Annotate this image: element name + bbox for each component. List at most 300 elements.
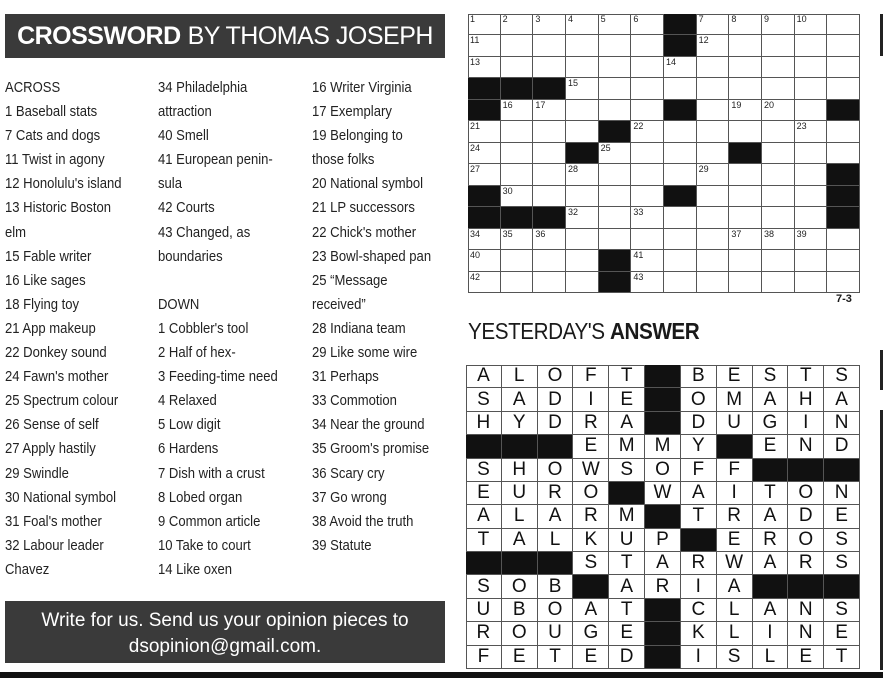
grid-cell[interactable] — [827, 143, 860, 164]
answer-letter: B — [691, 365, 705, 387]
clue-line: 14 Like oxen — [158, 560, 233, 578]
answer-cell — [788, 412, 824, 435]
answer-cell — [645, 435, 681, 458]
answer-cell — [753, 505, 789, 528]
clue-number: 10 — [796, 14, 807, 24]
grid-cell[interactable] — [599, 229, 632, 250]
answer-cell — [609, 575, 645, 598]
answer-letter: O — [511, 575, 527, 597]
answer-letter: N — [798, 435, 813, 457]
answer-letter: A — [512, 388, 526, 410]
grid-cell[interactable] — [762, 272, 795, 293]
clue-line: 10 Take to court — [158, 536, 251, 554]
answer-cell — [573, 529, 609, 552]
grid-cell[interactable] — [533, 164, 566, 185]
grid-cell[interactable] — [762, 57, 795, 78]
clue-line: 3 Feeding-time need — [158, 368, 278, 386]
clue-line: 9 Common article — [158, 512, 261, 530]
answer-letter: A — [727, 575, 741, 597]
grid-cell[interactable] — [795, 207, 828, 228]
clue-line: 23 Bowl-shaped pan — [312, 247, 432, 265]
answer-cell — [788, 552, 824, 575]
grid-cell[interactable] — [599, 143, 632, 164]
grid-cell[interactable] — [697, 100, 730, 121]
grid-cell[interactable] — [566, 186, 599, 207]
answer-cell — [502, 365, 538, 388]
grid-cell[interactable] — [729, 229, 762, 250]
answer-letter: T — [477, 528, 490, 550]
grid-cell[interactable] — [631, 229, 664, 250]
clue-line: boundaries — [158, 247, 223, 265]
grid-cell[interactable] — [631, 164, 664, 185]
grid-cell[interactable] — [795, 100, 828, 121]
answer-letter: K — [691, 622, 705, 644]
answer-cell — [609, 459, 645, 482]
grid-cell[interactable] — [566, 78, 599, 99]
black-square — [468, 100, 501, 121]
answer-letter: E — [620, 388, 634, 410]
answer-letter: D — [834, 435, 849, 457]
grid-cell[interactable] — [795, 78, 828, 99]
clue-line: 27 Apply hastily — [5, 440, 96, 458]
grid-cell[interactable] — [827, 14, 860, 35]
grid-cell[interactable] — [697, 35, 730, 56]
grid-cell[interactable] — [566, 100, 599, 121]
grid-cell[interactable] — [566, 164, 599, 185]
grid-cell[interactable] — [827, 250, 860, 271]
grid-cell[interactable] — [533, 121, 566, 142]
grid-cell[interactable] — [729, 186, 762, 207]
answer-cell — [466, 622, 502, 645]
grid-cell[interactable] — [697, 143, 730, 164]
grid-cell[interactable] — [566, 35, 599, 56]
title-byline: BY THOMAS JOSEPH — [187, 21, 433, 50]
answer-cell — [824, 599, 860, 622]
clue-number: 16 — [502, 99, 513, 110]
clue-line: 22 Chick's mother — [312, 223, 417, 241]
grid-cell[interactable] — [762, 186, 795, 207]
grid-cell[interactable] — [631, 57, 664, 78]
grid-cell[interactable] — [762, 100, 795, 121]
grid-cell[interactable] — [762, 164, 795, 185]
clue-line: 16 Writer Virginia — [312, 79, 412, 96]
grid-cell[interactable] — [664, 272, 697, 293]
grid-cell[interactable] — [501, 272, 534, 293]
grid-cell[interactable] — [697, 78, 730, 99]
clue-number: 32 — [568, 207, 579, 218]
clue-line: 37 Go wrong — [312, 488, 387, 506]
grid-cell[interactable] — [827, 78, 860, 99]
answer-cell — [788, 529, 824, 552]
black-square — [753, 459, 789, 482]
answer-letter: L — [513, 505, 525, 527]
answer-letter: E — [512, 645, 526, 667]
grid-cell[interactable] — [631, 250, 664, 271]
clue-line: 28 Indiana team — [312, 319, 406, 337]
grid-cell[interactable] — [827, 229, 860, 250]
grid-cell[interactable] — [729, 272, 762, 293]
clue-line: attraction — [158, 103, 212, 121]
answer-cell — [538, 365, 574, 388]
answer-cell — [681, 646, 717, 669]
answer-cell — [681, 575, 717, 598]
black-square — [824, 459, 860, 482]
footer-email[interactable]: dsopinion@gmail.com. — [128, 636, 322, 657]
clue-number: 8 — [731, 14, 737, 24]
answer-letter: D — [548, 411, 562, 433]
grid-cell[interactable] — [631, 186, 664, 207]
grid-cell[interactable] — [729, 121, 762, 142]
answer-cell — [538, 505, 574, 528]
black-square — [664, 100, 697, 121]
grid-cell[interactable] — [697, 121, 730, 142]
answer-cell — [824, 646, 860, 669]
grid-cell[interactable] — [599, 57, 632, 78]
answer-letter: G — [583, 622, 599, 644]
grid-cell[interactable] — [664, 57, 697, 78]
answer-cell — [645, 459, 681, 482]
grid-cell[interactable] — [599, 164, 632, 185]
grid-cell[interactable] — [501, 250, 534, 271]
grid-cell[interactable] — [762, 35, 795, 56]
clue-line: 1 Baseball stats — [5, 103, 98, 121]
grid-cell[interactable] — [664, 229, 697, 250]
grid-cell[interactable] — [729, 14, 762, 35]
grid-cell[interactable] — [501, 14, 534, 35]
black-square — [645, 412, 681, 435]
grid-cell[interactable] — [533, 229, 566, 250]
grid-cell[interactable] — [631, 35, 664, 56]
answer-cell — [502, 599, 538, 622]
grid-cell[interactable] — [664, 207, 697, 228]
grid-cell[interactable] — [501, 164, 534, 185]
grid-cell[interactable] — [533, 250, 566, 271]
grid-cell[interactable] — [566, 57, 599, 78]
answer-cell — [681, 599, 717, 622]
black-square — [599, 272, 632, 293]
clue-number: 27 — [470, 164, 481, 175]
grid-cell[interactable] — [697, 272, 730, 293]
clue-line: 13 Historic Boston — [5, 199, 111, 217]
clue-line: 1 Cobbler's tool — [158, 319, 249, 337]
grid-cell[interactable] — [729, 250, 762, 271]
clue-line: 31 Foal's mother — [5, 512, 102, 530]
clue-line: received” — [312, 295, 366, 313]
answer-letter: A — [512, 528, 526, 550]
clue-number: 34 — [470, 228, 481, 239]
answer-cell — [717, 622, 753, 645]
grid-cell[interactable] — [827, 121, 860, 142]
grid-cell[interactable] — [762, 207, 795, 228]
answer-cell — [466, 575, 502, 598]
grid-cell[interactable] — [631, 14, 664, 35]
answer-letter: R — [476, 622, 491, 644]
answer-cell — [538, 412, 574, 435]
answer-cell — [824, 388, 860, 411]
answer-cell — [466, 599, 502, 622]
answer-cell — [717, 575, 753, 598]
grid-cell[interactable] — [729, 100, 762, 121]
grid-cell[interactable] — [468, 14, 501, 35]
answer-cell — [573, 459, 609, 482]
grid-cell[interactable] — [795, 57, 828, 78]
grid-cell[interactable] — [566, 14, 599, 35]
grid-cell[interactable] — [795, 186, 828, 207]
answer-grid — [466, 365, 860, 669]
clue-line: 21 LP successors — [312, 199, 415, 217]
clue-line: 31 Perhaps — [312, 368, 379, 386]
clue-line: Chavez — [5, 560, 50, 578]
grid-cell[interactable] — [827, 35, 860, 56]
grid-cell[interactable] — [468, 57, 501, 78]
answer-cell — [824, 365, 860, 388]
answer-cell — [717, 365, 753, 388]
black-square — [566, 143, 599, 164]
grid-cell[interactable] — [501, 143, 534, 164]
answer-cell — [573, 552, 609, 575]
grid-cell[interactable] — [795, 164, 828, 185]
clue-line: 15 Fable writer — [5, 247, 92, 265]
answer-cell — [753, 482, 789, 505]
grid-cell[interactable] — [599, 207, 632, 228]
grid-cell[interactable] — [468, 250, 501, 271]
grid-cell[interactable] — [566, 272, 599, 293]
clue-number: 2 — [502, 14, 508, 24]
answer-cell — [681, 365, 717, 388]
grid-cell[interactable] — [566, 121, 599, 142]
grid-cell[interactable] — [795, 250, 828, 271]
grid-cell[interactable] — [501, 35, 534, 56]
grid-cell[interactable] — [697, 207, 730, 228]
answer-letter: G — [762, 411, 778, 433]
answer-letter: R — [798, 552, 813, 574]
grid-cell[interactable] — [501, 121, 534, 142]
answer-cell — [466, 365, 502, 388]
grid-cell[interactable] — [762, 143, 795, 164]
grid-cell[interactable] — [762, 78, 795, 99]
answer-cell — [717, 552, 753, 575]
answer-letter: F — [477, 645, 490, 667]
answer-cell — [824, 435, 860, 458]
clue-line: 30 National symbol — [5, 488, 117, 506]
black-square — [645, 388, 681, 411]
grid-cell[interactable] — [501, 57, 534, 78]
answer-cell — [788, 482, 824, 505]
black-square — [681, 529, 717, 552]
answer-letter: A — [620, 575, 634, 597]
answer-letter: A — [763, 599, 777, 621]
answer-cell — [681, 388, 717, 411]
clue-line: 34 Near the ground — [312, 416, 425, 434]
answer-cell — [573, 365, 609, 388]
answer-letter: S — [727, 645, 741, 667]
clue-line: 20 National symbol — [312, 175, 424, 193]
grid-cell[interactable] — [795, 229, 828, 250]
grid-cell[interactable] — [631, 272, 664, 293]
grid-cell[interactable] — [566, 229, 599, 250]
crossword-grid — [468, 14, 860, 293]
answer-letter: L — [728, 622, 740, 644]
answer-letter: D — [691, 411, 706, 433]
grid-cell[interactable] — [729, 78, 762, 99]
grid-cell[interactable] — [533, 143, 566, 164]
black-square — [573, 575, 609, 598]
black-square — [538, 552, 574, 575]
grid-cell[interactable] — [729, 164, 762, 185]
grid-cell[interactable] — [697, 164, 730, 185]
answer-letter: S — [835, 528, 848, 550]
answer-cell — [573, 388, 609, 411]
clue-line: 40 Smell — [158, 127, 209, 145]
clue-line: 19 Belonging to — [312, 127, 403, 145]
grid-cell[interactable] — [468, 164, 501, 185]
grid-cell[interactable] — [795, 143, 828, 164]
answer-cell — [753, 412, 789, 435]
clue-line: 11 Twist in agony — [5, 151, 105, 169]
clue-number: 12 — [698, 35, 709, 46]
grid-cell[interactable] — [599, 35, 632, 56]
grid-cell[interactable] — [664, 78, 697, 99]
grid-cell[interactable] — [533, 186, 566, 207]
grid-cell[interactable] — [468, 272, 501, 293]
grid-cell[interactable] — [501, 229, 534, 250]
grid-cell[interactable] — [762, 14, 795, 35]
answer-letter: M — [618, 505, 635, 527]
black-square — [645, 599, 681, 622]
answer-cell — [466, 646, 502, 669]
grid-cell[interactable] — [631, 207, 664, 228]
grid-cell[interactable] — [729, 35, 762, 56]
black-square — [824, 575, 860, 598]
grid-cell[interactable] — [566, 207, 599, 228]
answer-letter: F — [585, 365, 597, 387]
answer-cell — [788, 365, 824, 388]
grid-cell[interactable] — [631, 100, 664, 121]
clue-number: 11 — [470, 35, 480, 46]
answer-letter: W — [725, 552, 744, 574]
grid-cell[interactable] — [533, 272, 566, 293]
clue-number: 22 — [633, 121, 644, 132]
grid-cell[interactable] — [697, 250, 730, 271]
black-square — [501, 78, 534, 99]
clue-number: 41 — [633, 250, 644, 261]
answer-cell — [788, 505, 824, 528]
answer-letter: O — [547, 599, 563, 621]
grid-cell[interactable] — [729, 207, 762, 228]
grid-cell[interactable] — [762, 229, 795, 250]
grid-cell[interactable] — [729, 57, 762, 78]
answer-cell — [609, 412, 645, 435]
grid-cell[interactable] — [533, 14, 566, 35]
clue-number: 39 — [796, 228, 807, 239]
answer-cell — [502, 412, 538, 435]
answer-letter: L — [764, 645, 776, 667]
grid-cell[interactable] — [795, 14, 828, 35]
clue-number: 35 — [502, 228, 513, 239]
grid-cell[interactable] — [468, 121, 501, 142]
grid-cell[interactable] — [533, 35, 566, 56]
grid-cell[interactable] — [697, 14, 730, 35]
answer-letter: O — [798, 528, 814, 550]
grid-cell[interactable] — [533, 57, 566, 78]
grid-cell[interactable] — [599, 78, 632, 99]
grid-cell[interactable] — [697, 57, 730, 78]
answer-cell — [788, 622, 824, 645]
black-square — [468, 78, 501, 99]
answer-cell — [824, 622, 860, 645]
answer-cell — [824, 529, 860, 552]
black-square — [599, 250, 632, 271]
grid-cell[interactable] — [827, 272, 860, 293]
clues-column-2 — [158, 76, 278, 582]
black-square — [599, 121, 632, 142]
grid-cell[interactable] — [599, 14, 632, 35]
grid-cell[interactable] — [697, 229, 730, 250]
answer-letter: A — [477, 505, 490, 527]
grid-cell[interactable] — [501, 100, 534, 121]
grid-cell[interactable] — [762, 250, 795, 271]
grid-cell[interactable] — [795, 121, 828, 142]
grid-cell[interactable] — [631, 143, 664, 164]
answer-letter: O — [583, 482, 599, 504]
answer-letter: I — [695, 645, 701, 667]
black-square — [466, 552, 502, 575]
clue-number: 30 — [502, 185, 513, 196]
answer-cell — [717, 505, 753, 528]
answer-letter: B — [512, 599, 526, 621]
grid-cell[interactable] — [566, 250, 599, 271]
grid-cell[interactable] — [827, 57, 860, 78]
answer-letter: N — [798, 622, 813, 644]
grid-cell[interactable] — [631, 78, 664, 99]
answer-letter: A — [691, 482, 705, 504]
clue-number: 37 — [731, 228, 742, 239]
clue-number: 14 — [666, 56, 677, 67]
answer-letter: T — [799, 365, 812, 387]
grid-cell[interactable] — [468, 229, 501, 250]
clue-number: 17 — [535, 99, 546, 110]
answer-cell — [753, 365, 789, 388]
grid-cell[interactable] — [631, 121, 664, 142]
answer-letter: A — [763, 388, 777, 410]
grid-cell[interactable] — [664, 121, 697, 142]
grid-cell[interactable] — [468, 35, 501, 56]
answer-cell — [502, 482, 538, 505]
grid-cell[interactable] — [795, 272, 828, 293]
answer-cell — [645, 482, 681, 505]
grid-cell[interactable] — [664, 143, 697, 164]
clue-number: 3 — [535, 14, 541, 24]
grid-cell[interactable] — [664, 250, 697, 271]
grid-cell[interactable] — [533, 100, 566, 121]
answer-cell — [824, 482, 860, 505]
grid-cell[interactable] — [468, 143, 501, 164]
grid-cell[interactable] — [501, 186, 534, 207]
clue-number: 23 — [796, 121, 807, 132]
grid-cell[interactable] — [697, 186, 730, 207]
clue-line: 33 Commotion — [312, 392, 397, 410]
clue-line: 41 European penin- — [158, 151, 273, 169]
grid-cell[interactable] — [762, 121, 795, 142]
grid-cell[interactable] — [664, 164, 697, 185]
grid-cell[interactable] — [599, 100, 632, 121]
grid-cell[interactable] — [599, 186, 632, 207]
grid-cell[interactable] — [795, 35, 828, 56]
answer-cell — [609, 552, 645, 575]
answer-letter: A — [763, 552, 777, 574]
answer-letter: R — [583, 505, 598, 527]
answer-heading-light: YESTERDAY'S — [468, 318, 605, 344]
